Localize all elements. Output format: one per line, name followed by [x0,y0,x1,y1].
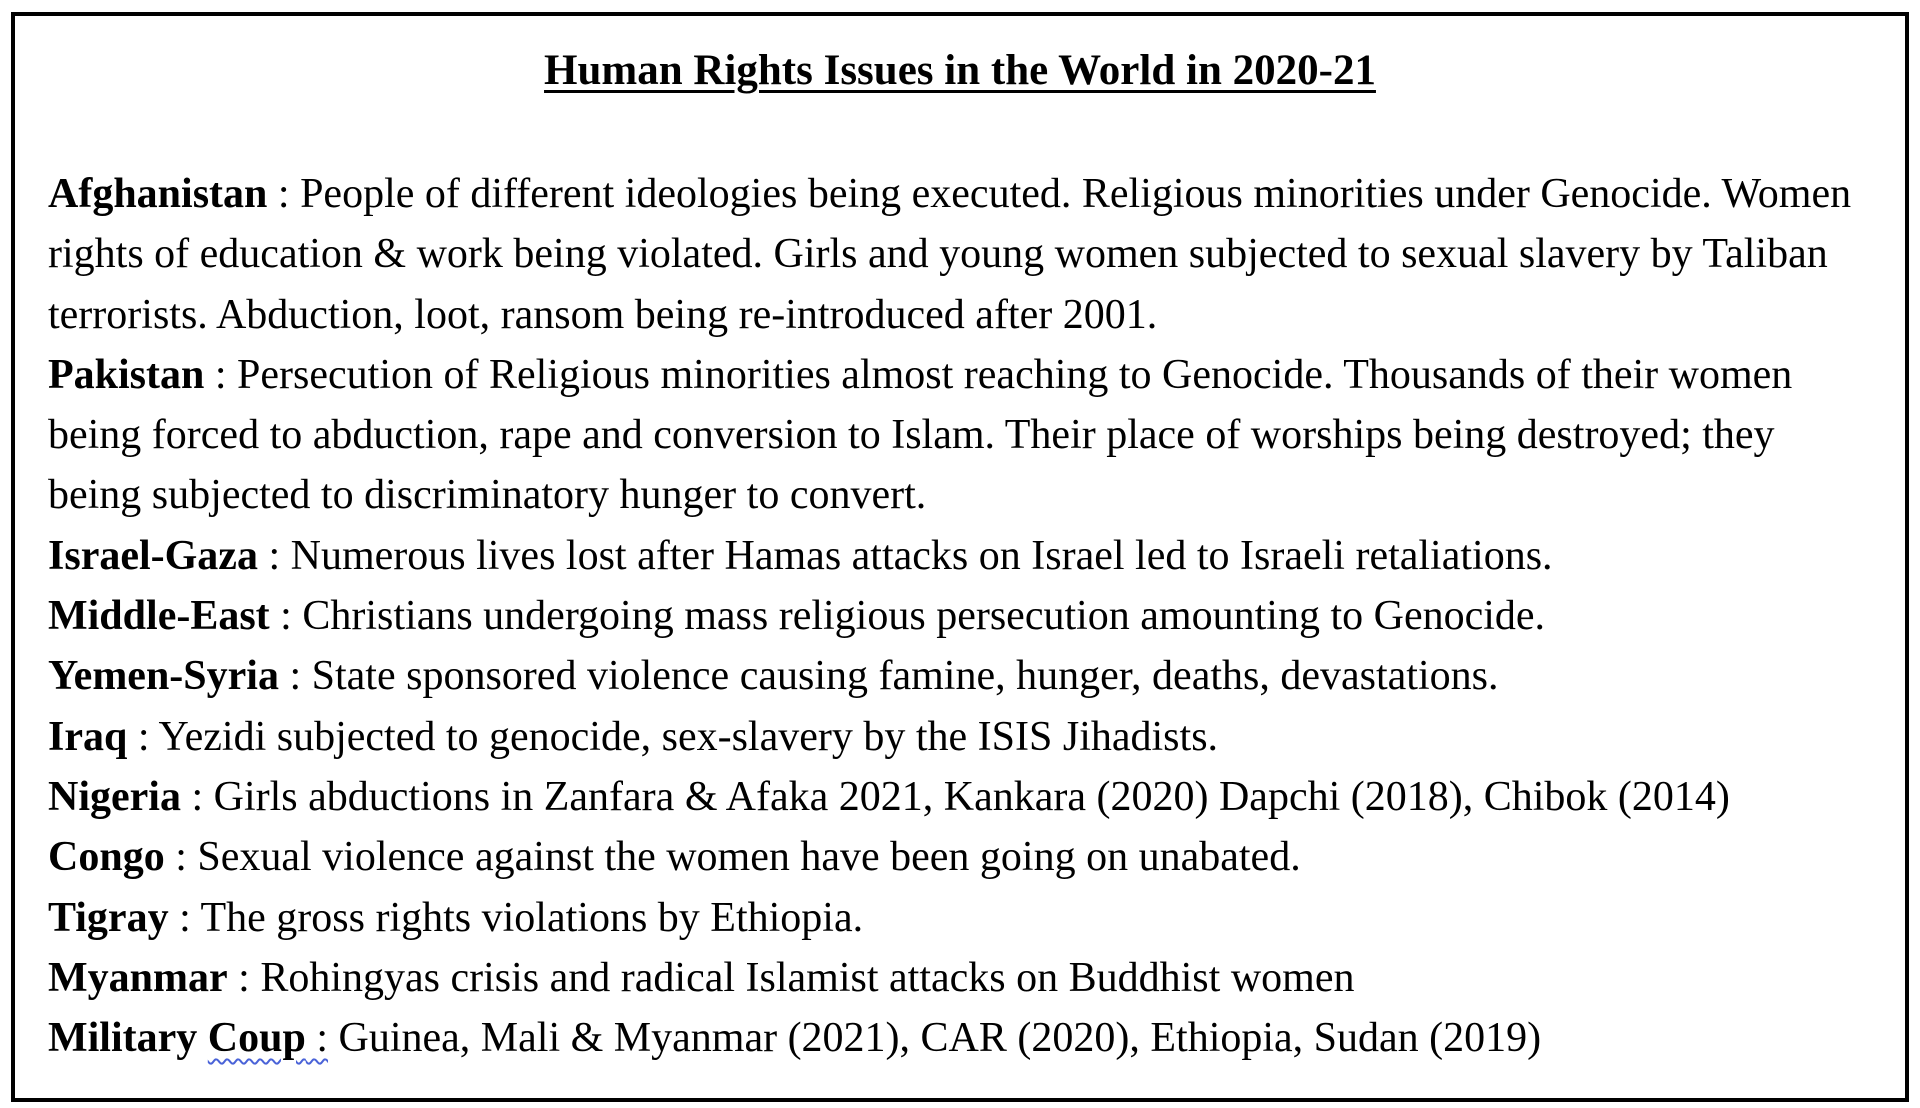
entry-text: Rohingyas crisis and radical Islamist attacks on Buddhist women [260,954,1355,1001]
entry-text: Sexual violence against the women have been going on unabated. [197,834,1301,881]
entry-pakistan [48,345,1876,526]
entry-myanmar [48,948,1908,1008]
entry-country: Myanmar [48,954,228,1001]
entry-text: Numerous lives lost after Hamas attacks on Israel led to Israeli retaliations. [290,532,1553,579]
entry-separator: : [267,171,301,217]
document-title [15,44,1905,98]
entry-tigray [48,888,1908,948]
entry-separator: : [269,593,303,640]
entry-country: Nigeria [48,773,181,820]
entry-middle-east [48,586,1908,646]
entry-text: Yezidi subjected to genocide, sex-slavery by the ISIS Jihadists. [158,713,1219,760]
entry-separator: : [257,532,291,579]
entry-country: Yemen-Syria [48,653,279,700]
entry-country-part: Military [48,1015,208,1062]
entry-separator: : [164,834,198,881]
entry-country: Congo [48,834,165,881]
entry-nigeria [48,767,1908,827]
entry-country [48,1015,328,1061]
entry-country: Iraq [48,713,128,760]
entry-yemen-syria [48,646,1908,706]
entry-separator: : [305,1015,329,1062]
entry-text: The gross rights violations by Ethiopia. [200,894,864,941]
entry-text: Girls abductions in Zanfara & Afaka 2021, Kankara (2020) Dapchi (2018), Chibok (2014) [213,773,1730,820]
entry-iraq [48,707,1908,767]
entry-text: Guinea, Mali & Myanmar (2021), CAR (2020), Ethiopia, Sudan (2019) [328,1015,1542,1062]
entry-israel-gaza [48,526,1908,586]
entry-country: Pakistan [48,351,205,398]
entry-country-part: Coup [207,1015,306,1062]
entry-country: Middle-East [48,593,270,640]
entry-separator: : [278,653,312,700]
entry-country: Israel-Gaza [48,532,258,579]
entry-text: Christians undergoing mass religious persecution amounting to Genocide. [302,593,1546,640]
entry-text: State sponsored violence causing famine, hunger, deaths, devastations. [311,653,1499,700]
entry-military-coup [48,1008,1908,1068]
entry-separator: : [127,713,159,760]
entry-separator: : [168,894,201,941]
document-body [48,164,1908,1068]
document-title-text: Human Rights Issues in the World in 2020-21 [544,47,1376,94]
entry-country: Afghanistan [48,171,268,217]
entry-separator: : [227,954,261,1001]
document-frame [11,12,1909,1102]
spellcheck-underlined-word [208,1015,328,1061]
entry-separator: : [180,773,214,820]
entry-country: Tigray [48,894,169,941]
entry-text: People of different ideologies being executed. Religious minorities under Genocide. Women rights of education & work being violated. Girls and young women subjected to sexual slavery by Taliban terrorists. Abduction, loot, ransom being re-introduced after 2001. [48,171,1852,338]
entry-separator: : [204,351,238,398]
entry-afghanistan [48,164,1876,345]
entry-text: Persecution of Religious minorities almost reaching to Genocide. Thousands of their women being forced to abduction, rape and conversion to Islam. Their place of worships being destroyed; they being subjected to discriminatory hunger to convert. [48,351,1793,519]
entry-congo [48,827,1908,887]
